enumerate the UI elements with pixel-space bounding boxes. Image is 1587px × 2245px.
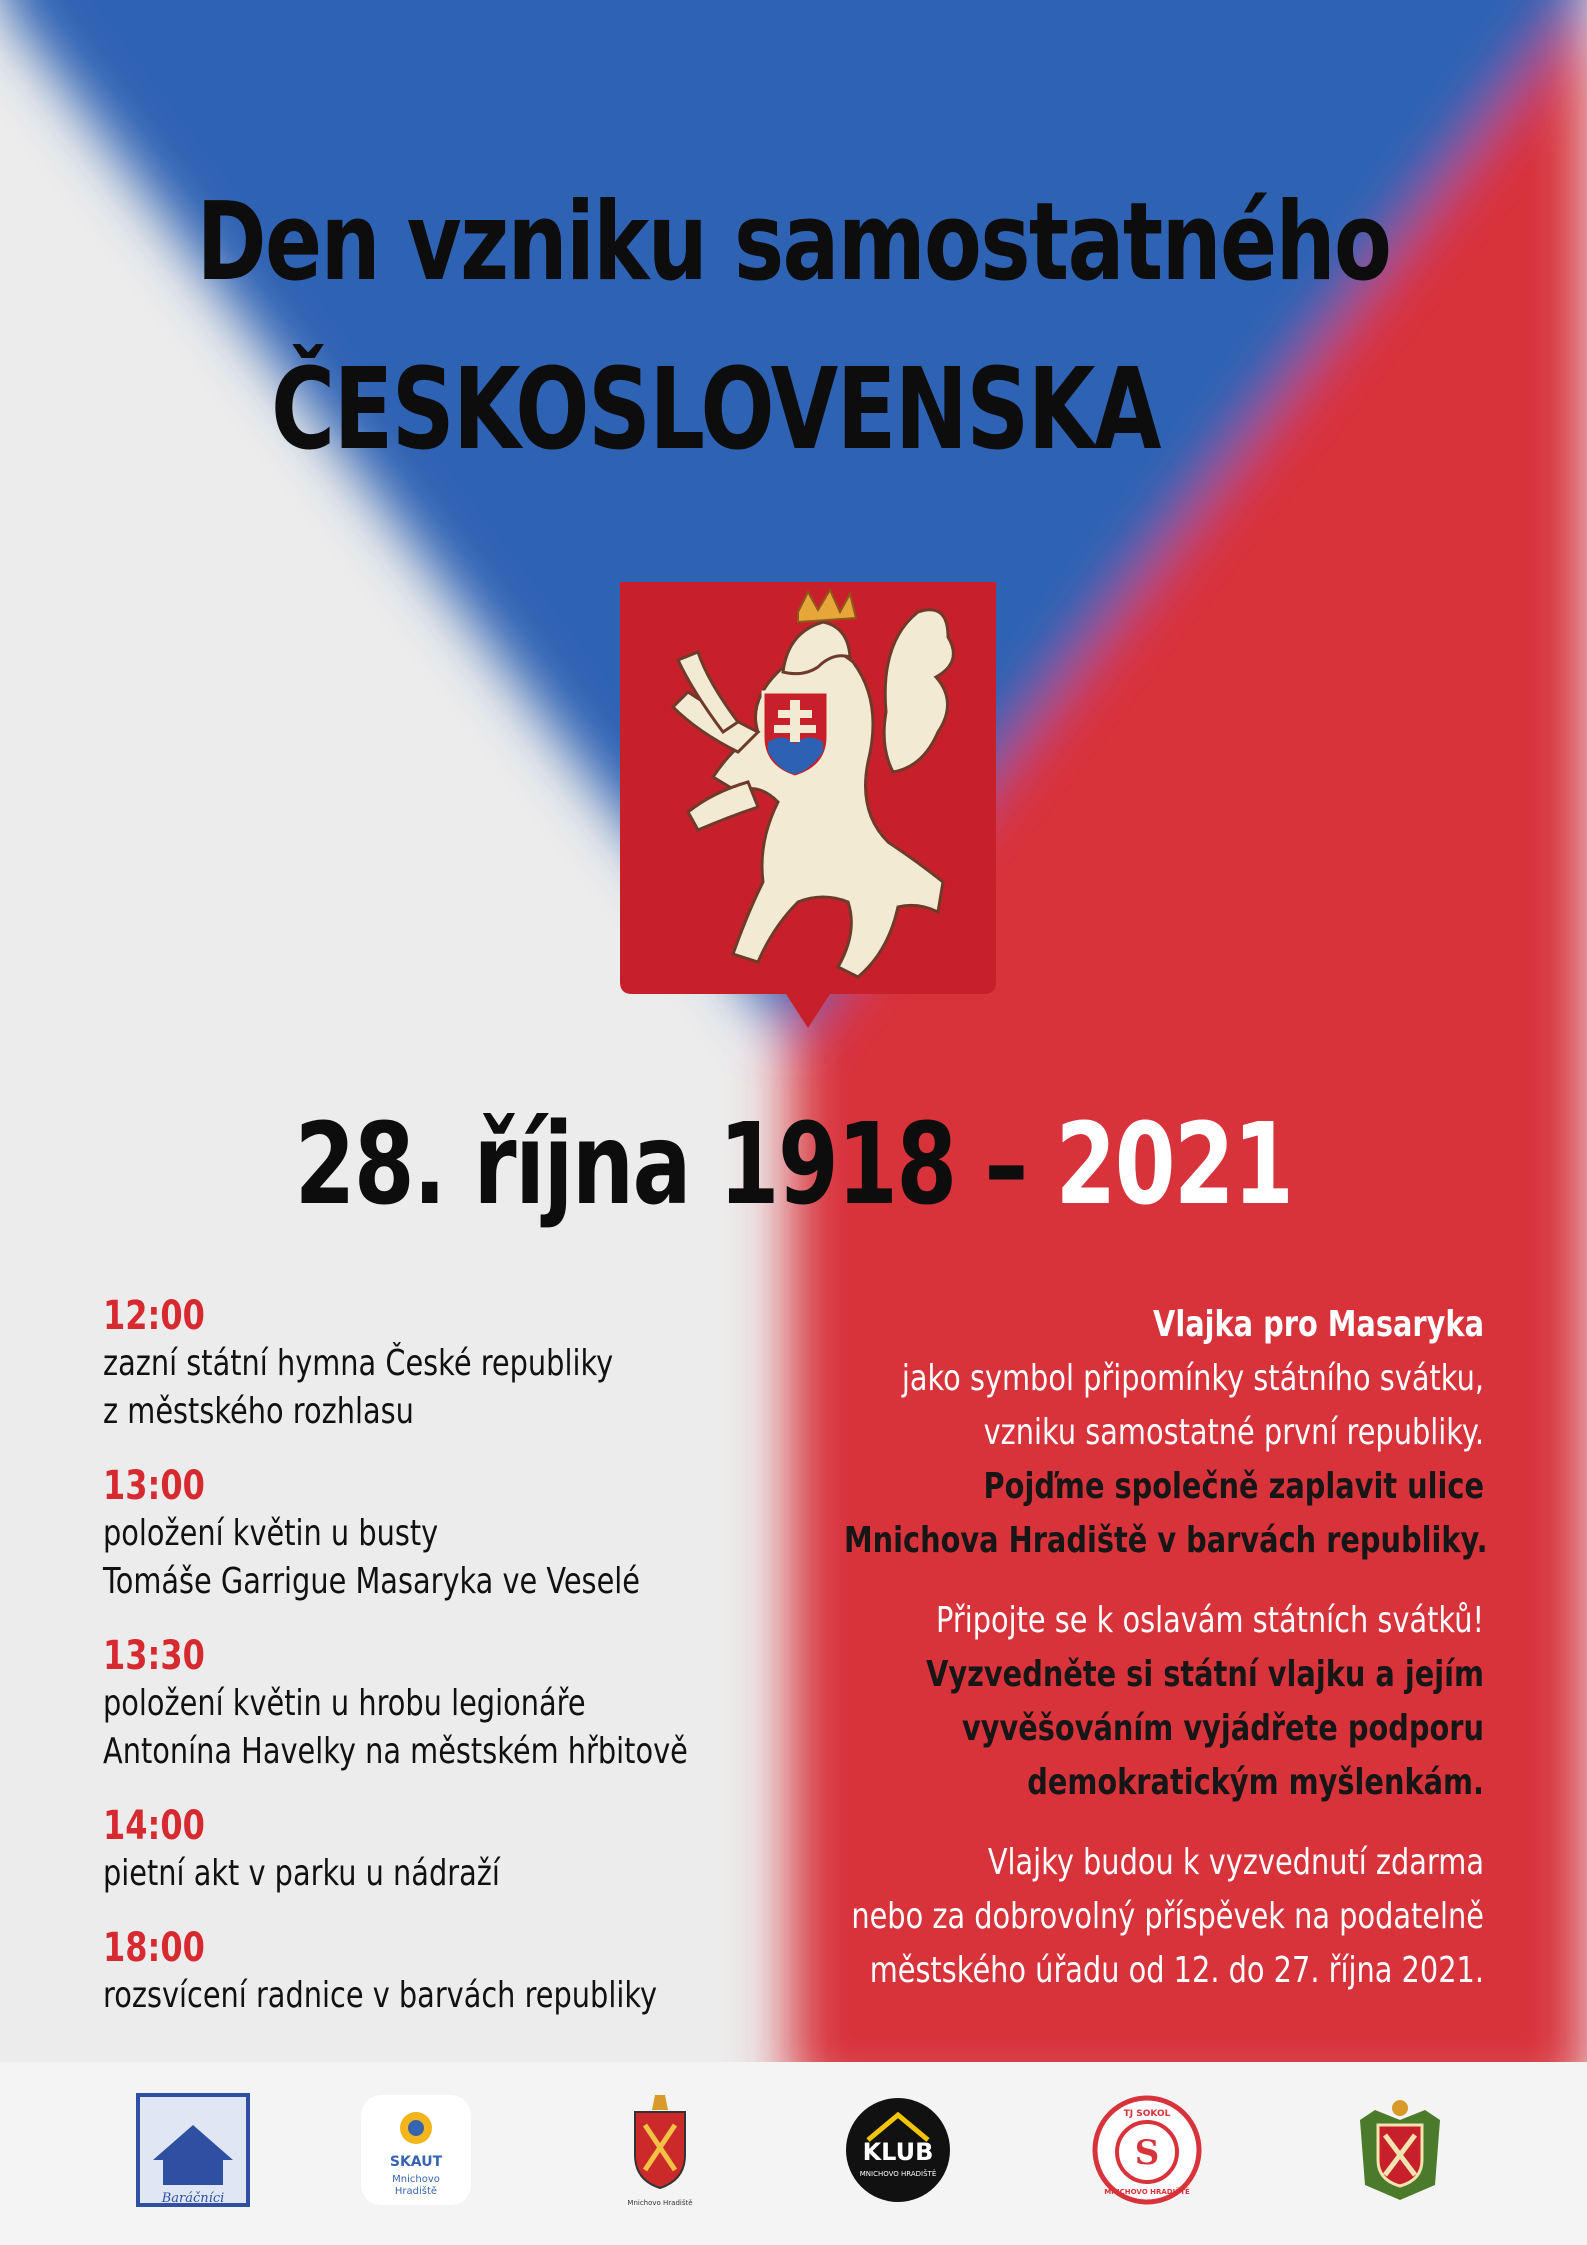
info-bold-text: demokratickým myšlenkám. (1027, 1762, 1484, 1803)
schedule-time: 13:00 (103, 1463, 205, 1509)
schedule-time: 14:00 (103, 1803, 205, 1849)
info-text: nebo za dobrovolný příspěvek na podatelně (851, 1896, 1484, 1937)
info-paragraph-1 (684, 1298, 1488, 1568)
sokol-logo (1087, 2090, 1207, 2210)
schedule-text: z městského rozhlasu (103, 1391, 414, 1432)
barracnik-logo (133, 2090, 253, 2210)
schedule-text: položení květin u hrobu legionáře (103, 1683, 586, 1724)
date-current-year: 2021 (1055, 1100, 1293, 1230)
town-coat-of-arms-logo (600, 2090, 720, 2210)
info-text: Vlajky budou k vyzvednutí zdarma (987, 1842, 1484, 1883)
date-years: 28. října 1918 – (294, 1100, 1027, 1230)
sokol-logo-town: MNICHOVO HRADIŠTĚ (1104, 2188, 1190, 2196)
info-heading: Vlajka pro Masaryka (1153, 1304, 1484, 1345)
info-paragraph-3 (684, 1836, 1484, 1998)
skaut-logo (356, 2090, 476, 2210)
info-bold-text: Mnichova Hradiště v barvách republiky. (844, 1520, 1488, 1561)
schedule-text: Tomáše Garrigue Masaryka ve Veselé (103, 1561, 641, 1602)
barracnik-logo-text: Baráčníci (161, 2191, 225, 2206)
town-logo-text: Mnichovo Hradiště (627, 2199, 693, 2207)
info-panel (684, 1298, 1488, 2024)
klub-logo (838, 2090, 958, 2210)
info-paragraph-2 (684, 1594, 1484, 1810)
klub-logo-town: MNICHOVO HRADIŠTĚ (859, 2170, 937, 2178)
coat-of-arms-icon (618, 582, 998, 1032)
info-bold-text: vyvěšováním vyjádřete podporu (961, 1708, 1484, 1749)
title-line-2: ČESKOSLOVENSKA (271, 345, 1160, 475)
schedule-time: 13:30 (103, 1633, 205, 1679)
schedule-text: zazní státní hymna České republiky (103, 1343, 614, 1384)
info-text: městského úřadu od 12. do 27. října 2021. (869, 1950, 1484, 1991)
info-text: vzniku samostatné první republiky. (983, 1412, 1484, 1453)
skaut-logo-text: SKAUT (389, 2154, 443, 2170)
info-bold-text: Pojďme společně zaplavit ulice (983, 1466, 1484, 1507)
schedule-time: 12:00 (103, 1293, 205, 1339)
schedule-text: položení květin u busty (103, 1513, 439, 1554)
firefighters-logo (1340, 2090, 1460, 2210)
title-line-1: Den vzniku samostatného (196, 180, 1391, 305)
info-text: jako symbol připomínky státního svátku, (901, 1358, 1484, 1399)
schedule-time: 18:00 (103, 1925, 205, 1971)
info-bold-text: Vyzvedněte si státní vlajku a jejím (926, 1654, 1484, 1695)
skaut-logo-town: Mnichovo (392, 2174, 440, 2185)
klub-logo-text: KLUB (862, 2138, 934, 2166)
info-text: Připojte se k oslavám státních svátků! (936, 1600, 1484, 1641)
skaut-logo-town2: Hradiště (394, 2186, 438, 2197)
schedule-text: rozsvícení radnice v barvách republiky (103, 1975, 658, 2016)
svg-text:S: S (1134, 2133, 1160, 2173)
schedule-text: pietní akt v parku u nádraží (103, 1853, 500, 1894)
schedule-text: Antonína Havelky na městském hřbitově (103, 1731, 688, 1772)
sokol-logo-text: TJ SOKOL (1123, 2109, 1171, 2119)
event-date (175, 1100, 1413, 1230)
